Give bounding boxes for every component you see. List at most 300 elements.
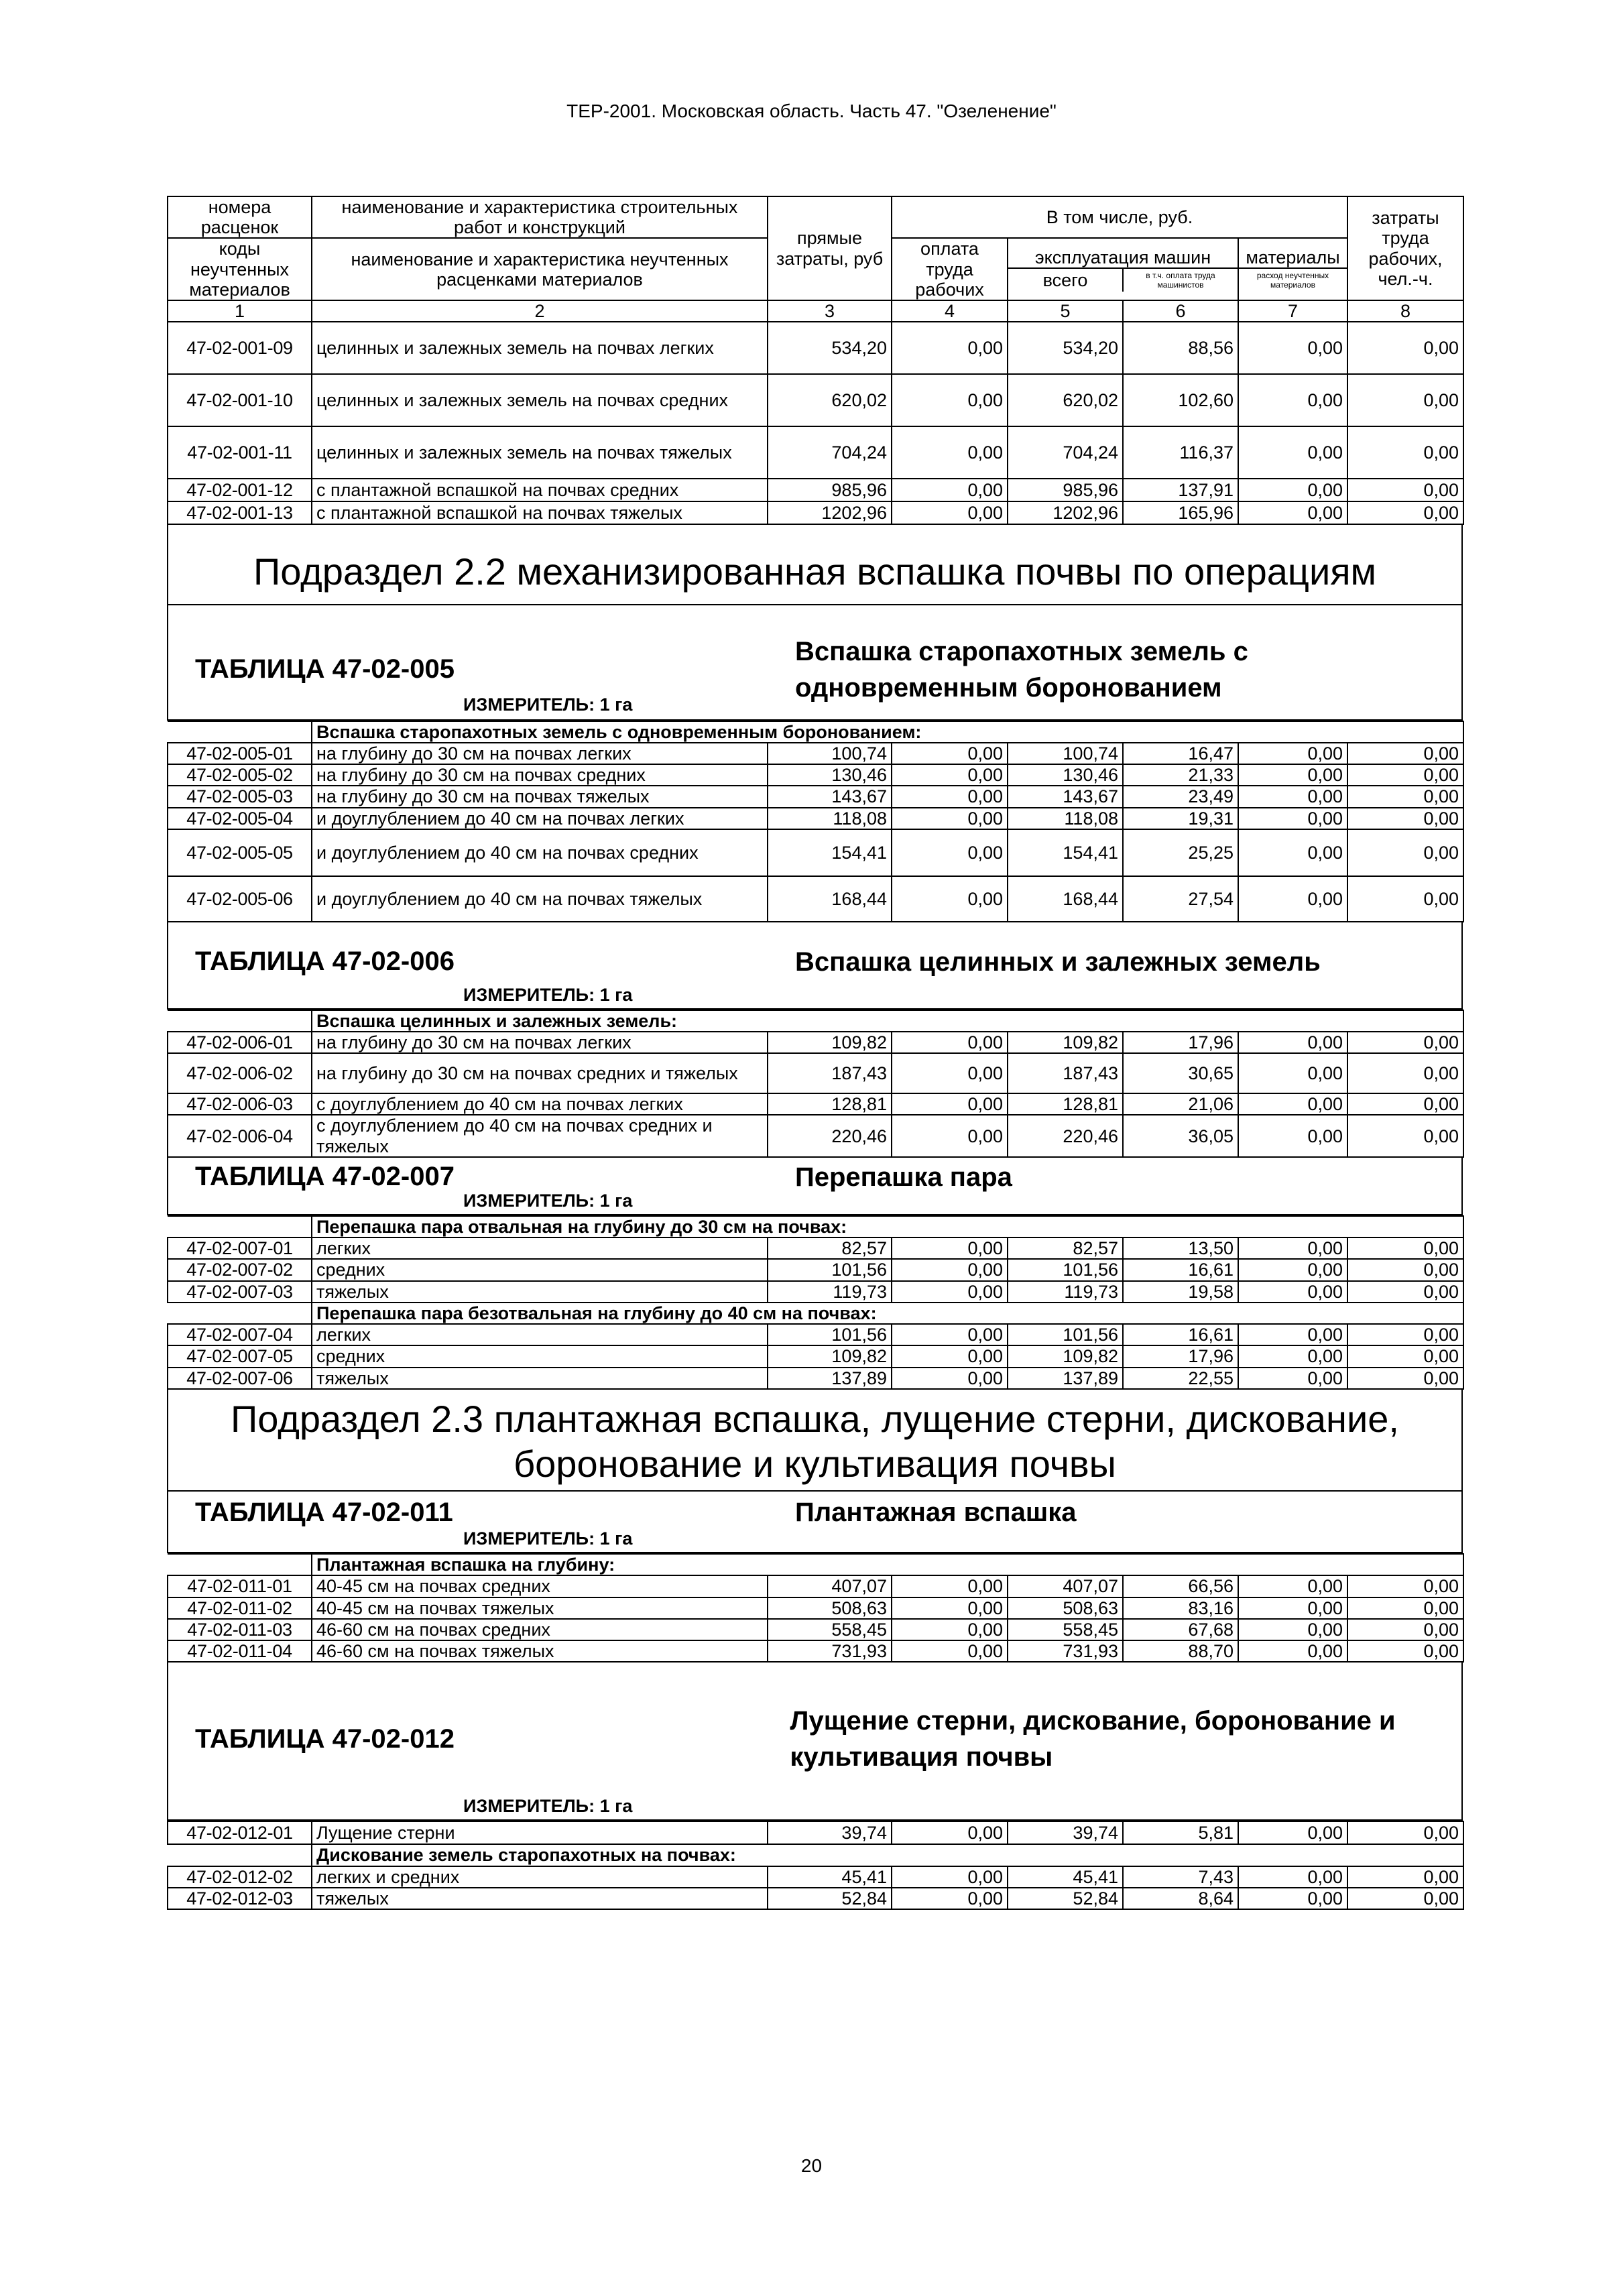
rate-code: 47-02-005-03 (168, 786, 312, 807)
table-row (168, 1259, 1463, 1280)
worker-wages-value: 0,00 (892, 1640, 1008, 1662)
col-number: 6 (1123, 300, 1238, 322)
direct-costs-value: 558,45 (768, 1619, 892, 1640)
materials-value: 0,00 (1238, 1032, 1347, 1053)
table-011 (167, 1553, 1464, 1663)
rate-code: 47-02-011-01 (168, 1575, 312, 1597)
labor-hours-value: 0,00 (1347, 322, 1463, 374)
machines-total-value: 100,74 (1008, 743, 1123, 764)
worker-wages-value: 0,00 (892, 479, 1008, 501)
machines-total-value: 137,89 (1008, 1368, 1123, 1389)
rate-name: легких (312, 1237, 768, 1259)
col-header-machinists-wages: в т.ч. оплата труда машинистов (1146, 270, 1215, 290)
rate-code: 47-02-006-02 (168, 1053, 312, 1093)
materials-value: 0,00 (1238, 1237, 1347, 1259)
table-row (168, 1368, 1463, 1389)
group-heading: Перепашка пара безотвальная на глубину до 40 см на почвах: (312, 1303, 1463, 1324)
direct-costs-value: 137,89 (768, 1368, 892, 1389)
machinist-wages-value: 23,49 (1123, 786, 1238, 807)
direct-costs-value: 101,56 (768, 1324, 892, 1345)
rate-code: 47-02-011-02 (168, 1597, 312, 1619)
rate-name: средних (312, 1259, 768, 1280)
table-006-heading (167, 922, 1463, 1010)
direct-costs-value: 100,74 (768, 743, 892, 764)
subsection-title: Подраздел 2.2 механизированная вспашка почвы по операциям (253, 550, 1377, 593)
col-header-direct-costs: прямые затраты, руб (768, 196, 892, 300)
machinist-wages-value: 25,25 (1123, 829, 1238, 876)
machines-total-value: 558,45 (1008, 1619, 1123, 1640)
table-description: Вспашка старопахотных земель с одновременным боронованием (795, 636, 1248, 703)
rate-name: на глубину до 30 см на почвах легких (312, 743, 768, 764)
machinist-wages-value: 17,96 (1123, 1345, 1238, 1367)
machinist-wages-value: 88,70 (1123, 1640, 1238, 1662)
table-row (168, 829, 1463, 876)
machinist-wages-value: 13,50 (1123, 1237, 1238, 1259)
machinist-wages-value: 21,06 (1123, 1093, 1238, 1115)
worker-wages-value: 0,00 (892, 1368, 1008, 1389)
worker-wages-value: 0,00 (892, 322, 1008, 374)
rate-name: с плантажной вспашкой на почвах средних (312, 479, 768, 501)
rate-name: тяжелых (312, 1281, 768, 1303)
labor-hours-value: 0,00 (1347, 374, 1463, 426)
materials-value: 0,00 (1238, 829, 1347, 876)
machines-total-value: 119,73 (1008, 1281, 1123, 1303)
table-row (168, 1575, 1463, 1597)
machines-total-value: 534,20 (1008, 322, 1123, 374)
labor-hours-value: 0,00 (1347, 1259, 1463, 1280)
table-006 (167, 1010, 1464, 1158)
materials-value: 0,00 (1238, 1619, 1347, 1640)
table-row (168, 374, 1463, 426)
machines-total-value: 731,93 (1008, 1640, 1123, 1662)
worker-wages-value: 0,00 (892, 876, 1008, 922)
machinist-wages-value: 27,54 (1123, 876, 1238, 922)
table-row (168, 1281, 1463, 1303)
materials-value: 0,00 (1238, 1093, 1347, 1115)
labor-hours-value: 0,00 (1347, 743, 1463, 764)
machines-total-value: 109,82 (1008, 1032, 1123, 1053)
rate-name: и доуглублением до 40 см на почвах средних (312, 829, 768, 876)
rate-name: Лущение стерни (312, 1821, 768, 1844)
labor-hours-value: 0,00 (1347, 1093, 1463, 1115)
worker-wages-value: 0,00 (892, 1281, 1008, 1303)
machinist-wages-value: 16,47 (1123, 743, 1238, 764)
worker-wages-value: 0,00 (892, 374, 1008, 426)
rate-code: 47-02-001-11 (168, 426, 312, 479)
table-description: Вспашка целинных и залежных земель (795, 947, 1321, 977)
worker-wages-value: 0,00 (892, 1115, 1008, 1156)
meter-label: ИЗМЕРИТЕЛЬ: 1 га (463, 694, 633, 715)
subsection-2-3 (167, 1390, 1463, 1492)
machinist-wages-value: 21,33 (1123, 764, 1238, 786)
rates-sheet (167, 196, 1463, 1910)
rate-name: на глубину до 30 см на почвах средних и тяжелых (312, 1053, 768, 1093)
machinist-wages-value: 88,56 (1123, 322, 1238, 374)
rate-name: 40-45 см на почвах средних (312, 1575, 768, 1597)
direct-costs-value: 154,41 (768, 829, 892, 876)
rate-name: целинных и залежных земель на почвах средних (312, 374, 768, 426)
page-header: ТЕР-2001. Московская область. Часть 47. "Озеленение" (566, 101, 1057, 121)
table-description: Лущение стерни, дискование, боронование и культивация почвы (790, 1706, 1396, 1772)
materials-value: 0,00 (1238, 1888, 1347, 1909)
rate-code: 47-02-007-04 (168, 1324, 312, 1345)
machinist-wages-value: 22,55 (1123, 1368, 1238, 1389)
direct-costs-value: 508,63 (768, 1597, 892, 1619)
direct-costs-value: 168,44 (768, 876, 892, 922)
labor-hours-value: 0,00 (1347, 1888, 1463, 1909)
rate-name: с доуглублением до 40 см на почвах легких (312, 1093, 768, 1115)
col-number: 1 (168, 300, 312, 322)
col-header-labor: затраты труда рабочих, чел.-ч. (1347, 196, 1463, 300)
labor-hours-value: 0,00 (1347, 1597, 1463, 1619)
labor-hours-value: 0,00 (1347, 764, 1463, 786)
machinist-wages-value: 66,56 (1123, 1575, 1238, 1597)
machinist-wages-value: 16,61 (1123, 1259, 1238, 1280)
labor-hours-value: 0,00 (1347, 1368, 1463, 1389)
rate-name: 40-45 см на почвах тяжелых (312, 1597, 768, 1619)
col-header-machines: эксплуатация машин (1008, 247, 1238, 269)
group-heading: Плантажная вспашка на глубину: (312, 1554, 1463, 1575)
machines-total-value: 220,46 (1008, 1115, 1123, 1156)
worker-wages-value: 0,00 (892, 1866, 1008, 1888)
labor-hours-value: 0,00 (1347, 1281, 1463, 1303)
col-number: 8 (1347, 300, 1463, 322)
machinist-wages-value: 116,37 (1123, 426, 1238, 479)
machines-total-value: 168,44 (1008, 876, 1123, 922)
labor-hours-value: 0,00 (1347, 1640, 1463, 1662)
machines-total-value: 1202,96 (1008, 501, 1123, 524)
table-007-heading (167, 1158, 1463, 1215)
worker-wages-value: 0,00 (892, 1259, 1008, 1280)
meter-label: ИЗМЕРИТЕЛЬ: 1 га (463, 984, 633, 1005)
machinist-wages-value: 137,91 (1123, 479, 1238, 501)
table-007 (167, 1215, 1464, 1390)
labor-hours-value: 0,00 (1347, 479, 1463, 501)
rate-code: 47-02-012-03 (168, 1888, 312, 1909)
meter-label: ИЗМЕРИТЕЛЬ: 1 га (463, 1528, 633, 1549)
col-header-machines-total: всего (1008, 269, 1124, 292)
table-row (168, 1053, 1463, 1093)
materials-value: 0,00 (1238, 1281, 1347, 1303)
table-description: Перепашка пара (795, 1162, 1012, 1192)
rate-name: легких и средних (312, 1866, 768, 1888)
direct-costs-value: 407,07 (768, 1575, 892, 1597)
table-row (168, 786, 1463, 807)
machines-total-value: 154,41 (1008, 829, 1123, 876)
worker-wages-value: 0,00 (892, 764, 1008, 786)
rate-code: 47-02-005-02 (168, 764, 312, 786)
materials-value: 0,00 (1238, 374, 1347, 426)
table-row (168, 1821, 1463, 1844)
table-row (168, 501, 1463, 524)
table-name: ТАБЛИЦА 47-02-007 (195, 1162, 455, 1192)
rate-code: 47-02-007-03 (168, 1281, 312, 1303)
rate-name: целинных и залежных земель на почвах легких (312, 322, 768, 374)
labor-hours-value: 0,00 (1347, 1115, 1463, 1156)
labor-hours-value: 0,00 (1347, 1619, 1463, 1640)
group-heading: Вспашка целинных и залежных земель: (312, 1010, 1463, 1032)
table-005 (167, 721, 1464, 922)
materials-value: 0,00 (1238, 479, 1347, 501)
direct-costs-value: 45,41 (768, 1866, 892, 1888)
table-row (168, 1032, 1463, 1053)
direct-costs-value: 119,73 (768, 1281, 892, 1303)
machines-total-value: 143,67 (1008, 786, 1123, 807)
machinist-wages-value: 5,81 (1123, 1821, 1238, 1844)
labor-hours-value: 0,00 (1347, 1032, 1463, 1053)
rate-code: 47-02-006-04 (168, 1115, 312, 1156)
labor-hours-value: 0,00 (1347, 501, 1463, 524)
table-012 (167, 1821, 1464, 1910)
worker-wages-value: 0,00 (892, 743, 1008, 764)
rates-table-top (167, 196, 1464, 525)
table-row (168, 1345, 1463, 1367)
rate-code: 47-02-007-02 (168, 1259, 312, 1280)
machines-total-value: 101,56 (1008, 1324, 1123, 1345)
direct-costs-value: 82,57 (768, 1237, 892, 1259)
labor-hours-value: 0,00 (1347, 1053, 1463, 1093)
rate-name: целинных и залежных земель на почвах тяжелых (312, 426, 768, 479)
machines-total-value: 52,84 (1008, 1888, 1123, 1909)
worker-wages-value: 0,00 (892, 1053, 1008, 1093)
meter-label: ИЗМЕРИТЕЛЬ: 1 га (463, 1190, 633, 1211)
machines-total-value: 118,08 (1008, 808, 1123, 829)
rate-name: легких (312, 1324, 768, 1345)
direct-costs-value: 731,93 (768, 1640, 892, 1662)
rate-name: с доуглублением до 40 см на почвах средних и тяжелых (312, 1115, 768, 1156)
worker-wages-value: 0,00 (892, 1888, 1008, 1909)
direct-costs-value: 534,20 (768, 322, 892, 374)
table-row (168, 1866, 1463, 1888)
group-heading: Перепашка пара отвальная на глубину до 30 см на почвах: (312, 1216, 1463, 1237)
rate-name: 46-60 см на почвах тяжелых (312, 1640, 768, 1662)
table-row (168, 876, 1463, 922)
rate-code: 47-02-005-01 (168, 743, 312, 764)
table-row (168, 1619, 1463, 1640)
table-012-heading (167, 1663, 1463, 1821)
worker-wages-value: 0,00 (892, 786, 1008, 807)
machinist-wages-value: 67,68 (1123, 1619, 1238, 1640)
table-row (168, 426, 1463, 479)
worker-wages-value: 0,00 (892, 1237, 1008, 1259)
worker-wages-value: 0,00 (892, 1619, 1008, 1640)
machines-total-value: 39,74 (1008, 1821, 1123, 1844)
table-005-heading (167, 605, 1463, 721)
direct-costs-value: 52,84 (768, 1888, 892, 1909)
rate-code: 47-02-012-02 (168, 1866, 312, 1888)
meter-label: ИЗМЕРИТЕЛЬ: 1 га (463, 1796, 633, 1817)
direct-costs-value: 704,24 (768, 426, 892, 479)
worker-wages-value: 0,00 (892, 1345, 1008, 1367)
machinist-wages-value: 7,43 (1123, 1866, 1238, 1888)
labor-hours-value: 0,00 (1347, 1324, 1463, 1345)
rate-name: на глубину до 30 см на почвах легких (312, 1032, 768, 1053)
rate-name: на глубину до 30 см на почвах средних (312, 764, 768, 786)
labor-hours-value: 0,00 (1347, 1237, 1463, 1259)
direct-costs-value: 39,74 (768, 1821, 892, 1844)
machines-total-value: 187,43 (1008, 1053, 1123, 1093)
rate-code: 47-02-001-09 (168, 322, 312, 374)
materials-value: 0,00 (1238, 501, 1347, 524)
rate-name: средних (312, 1345, 768, 1367)
col-number: 2 (312, 300, 768, 322)
rate-code: 47-02-007-06 (168, 1368, 312, 1389)
table-row (168, 1237, 1463, 1259)
materials-value: 0,00 (1238, 1324, 1347, 1345)
direct-costs-value: 109,82 (768, 1032, 892, 1053)
machines-total-value: 985,96 (1008, 479, 1123, 501)
worker-wages-value: 0,00 (892, 1324, 1008, 1345)
table-row (168, 1093, 1463, 1115)
machines-total-value: 128,81 (1008, 1093, 1123, 1115)
direct-costs-value: 101,56 (768, 1259, 892, 1280)
machines-total-value: 101,56 (1008, 1259, 1123, 1280)
machinist-wages-value: 19,31 (1123, 808, 1238, 829)
direct-costs-value: 220,46 (768, 1115, 892, 1156)
rate-name: и доуглублением до 40 см на почвах тяжелых (312, 876, 768, 922)
machines-total-value: 704,24 (1008, 426, 1123, 479)
rate-name: 46-60 см на почвах средних (312, 1619, 768, 1640)
group-heading: Дискование земель старопахотных на почвах: (312, 1844, 1463, 1866)
rate-name: с плантажной вспашкой на почвах тяжелых (312, 501, 768, 524)
table-name: ТАБЛИЦА 47-02-011 (195, 1497, 453, 1527)
labor-hours-value: 0,00 (1347, 1345, 1463, 1367)
table-row (168, 1597, 1463, 1619)
materials-value: 0,00 (1238, 786, 1347, 807)
table-row (168, 1324, 1463, 1345)
materials-value: 0,00 (1238, 743, 1347, 764)
col-number: 5 (1008, 300, 1123, 322)
labor-hours-value: 0,00 (1347, 786, 1463, 807)
machines-total-value: 82,57 (1008, 1237, 1123, 1259)
group-heading: Вспашка старопахотных земель с одновременным боронованием: (312, 721, 1463, 743)
rate-code: 47-02-011-04 (168, 1640, 312, 1662)
table-row (168, 1640, 1463, 1662)
rate-code: 47-02-001-12 (168, 479, 312, 501)
subsection-title-line-1: Подраздел 2.3 плантажная вспашка, лущение стерни, дискование, (231, 1397, 1399, 1440)
direct-costs-value: 143,67 (768, 786, 892, 807)
rate-name: тяжелых (312, 1368, 768, 1389)
materials-value: 0,00 (1238, 1053, 1347, 1093)
col-header-including: В том числе, руб. (892, 196, 1347, 238)
labor-hours-value: 0,00 (1347, 1821, 1463, 1844)
table-row (168, 1888, 1463, 1909)
machines-total-value: 620,02 (1008, 374, 1123, 426)
machines-total-value: 45,41 (1008, 1866, 1123, 1888)
materials-value: 0,00 (1238, 1345, 1347, 1367)
worker-wages-value: 0,00 (892, 1597, 1008, 1619)
rate-name: и доуглублением до 40 см на почвах легких (312, 808, 768, 829)
rate-code: 47-02-006-03 (168, 1093, 312, 1115)
machinist-wages-value: 83,16 (1123, 1597, 1238, 1619)
materials-value: 0,00 (1238, 1597, 1347, 1619)
machines-total-value: 130,46 (1008, 764, 1123, 786)
machinist-wages-value: 36,05 (1123, 1115, 1238, 1156)
machinist-wages-value: 8,64 (1123, 1888, 1238, 1909)
rate-code: 47-02-006-01 (168, 1032, 312, 1053)
table-description: Плантажная вспашка (795, 1498, 1077, 1528)
rate-code: 47-02-005-06 (168, 876, 312, 922)
col-header-unaccounted-materials: расход неучтенных материалов (1256, 270, 1329, 290)
subsection-2-2 (167, 525, 1463, 605)
col-header-works: наименование и характеристика строительных работ и конструкций (312, 196, 768, 238)
materials-value: 0,00 (1238, 1866, 1347, 1888)
table-row (168, 479, 1463, 501)
col-number: 4 (892, 300, 1008, 322)
col-header-codes: номера расценок (168, 196, 312, 238)
direct-costs-value: 118,08 (768, 808, 892, 829)
machines-total-value: 407,07 (1008, 1575, 1123, 1597)
worker-wages-value: 0,00 (892, 1575, 1008, 1597)
direct-costs-value: 128,81 (768, 1093, 892, 1115)
machinist-wages-value: 30,65 (1123, 1053, 1238, 1093)
direct-costs-value: 187,43 (768, 1053, 892, 1093)
machinist-wages-value: 102,60 (1123, 374, 1238, 426)
materials-value: 0,00 (1238, 876, 1347, 922)
col-header-materials: материалы (1239, 247, 1347, 269)
worker-wages-value: 0,00 (892, 1821, 1008, 1844)
direct-costs-value: 985,96 (768, 479, 892, 501)
table-row (168, 1115, 1463, 1156)
rate-name: тяжелых (312, 1888, 768, 1909)
labor-hours-value: 0,00 (1347, 876, 1463, 922)
materials-value: 0,00 (1238, 1115, 1347, 1156)
machines-total-value: 109,82 (1008, 1345, 1123, 1367)
materials-value: 0,00 (1238, 808, 1347, 829)
table-011-heading (167, 1492, 1463, 1553)
machinist-wages-value: 19,58 (1123, 1281, 1238, 1303)
table-name: ТАБЛИЦА 47-02-006 (195, 947, 455, 977)
subsection-title-line-2: боронование и культивация почвы (514, 1443, 1116, 1485)
col-number: 7 (1238, 300, 1347, 322)
machinist-wages-value: 165,96 (1123, 501, 1238, 524)
rate-code: 47-02-007-01 (168, 1237, 312, 1259)
page-number: 20 (800, 2155, 823, 2176)
table-row (168, 743, 1463, 764)
machinist-wages-value: 16,61 (1123, 1324, 1238, 1345)
materials-value: 0,00 (1238, 322, 1347, 374)
labor-hours-value: 0,00 (1347, 829, 1463, 876)
rate-code: 47-02-011-03 (168, 1619, 312, 1640)
labor-hours-value: 0,00 (1347, 426, 1463, 479)
materials-value: 0,00 (1238, 1821, 1347, 1844)
direct-costs-value: 109,82 (768, 1345, 892, 1367)
machinist-wages-value: 17,96 (1123, 1032, 1238, 1053)
col-header-materials-desc: наименование и характеристика неучтенных расценками материалов (312, 238, 768, 300)
col-header-material-codes: коды неучтенных материалов (168, 238, 312, 300)
rate-name: на глубину до 30 см на почвах тяжелых (312, 786, 768, 807)
table-name: ТАБЛИЦА 47-02-005 (195, 654, 455, 684)
table-row (168, 808, 1463, 829)
rate-code: 47-02-001-10 (168, 374, 312, 426)
worker-wages-value: 0,00 (892, 501, 1008, 524)
rate-code: 47-02-005-05 (168, 829, 312, 876)
rate-code: 47-02-005-04 (168, 808, 312, 829)
worker-wages-value: 0,00 (892, 808, 1008, 829)
rate-code: 47-02-007-05 (168, 1345, 312, 1367)
direct-costs-value: 1202,96 (768, 501, 892, 524)
materials-value: 0,00 (1238, 1368, 1347, 1389)
worker-wages-value: 0,00 (892, 1032, 1008, 1053)
worker-wages-value: 0,00 (892, 426, 1008, 479)
table-row (168, 322, 1463, 374)
table-name: ТАБЛИЦА 47-02-012 (195, 1724, 455, 1754)
direct-costs-value: 620,02 (768, 374, 892, 426)
worker-wages-value: 0,00 (892, 829, 1008, 876)
direct-costs-value: 130,46 (768, 764, 892, 786)
labor-hours-value: 0,00 (1347, 808, 1463, 829)
materials-value: 0,00 (1238, 1640, 1347, 1662)
